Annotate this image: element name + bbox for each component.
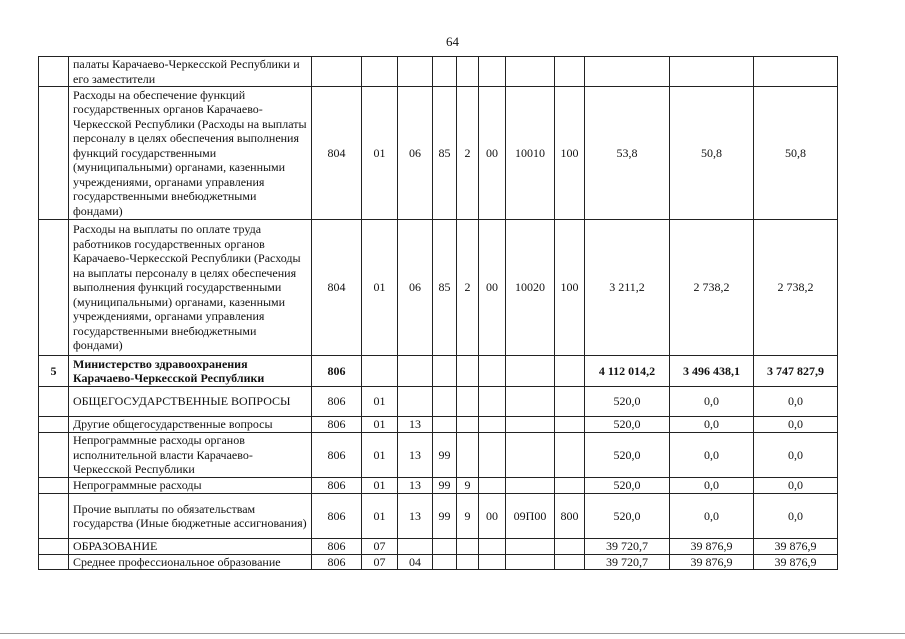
subsection-code: 13	[398, 433, 433, 478]
target-code-3	[479, 57, 506, 87]
expense-type-code: 100	[555, 220, 585, 356]
subsection-code: 04	[398, 554, 433, 570]
amount-year-3: 0,0	[754, 417, 838, 433]
row-name: Расходы на выплаты по оплате труда работников государственных органов Карачаево-Черкесской Республики (Расходы на выплаты персоналу в целях обеспечения выполнения функций государственными (муниципальными) органами, казенными учреждениями, органами управления государственными внебюджетными фондами)	[69, 220, 312, 356]
amount-year-3: 0,0	[754, 387, 838, 417]
ved-code: 806	[312, 387, 362, 417]
section-code	[362, 57, 398, 87]
table-row	[39, 554, 838, 570]
target-code-3	[479, 387, 506, 417]
amount-year-2: 0,0	[670, 387, 754, 417]
amount-year-1: 520,0	[585, 478, 670, 494]
amount-year-3: 0,0	[754, 433, 838, 478]
ved-code: 806	[312, 554, 362, 570]
expense-type-code	[555, 356, 585, 387]
target-code-1	[433, 539, 457, 555]
amount-year-2: 0,0	[670, 478, 754, 494]
row-number	[39, 220, 69, 356]
table-row	[39, 539, 838, 555]
amount-year-3: 39 876,9	[754, 539, 838, 555]
row-name: палаты Карачаево-Черкесской Республики и его заместители	[69, 57, 312, 87]
row-name: Среднее профессиональное образование	[69, 554, 312, 570]
amount-year-3: 39 876,9	[754, 554, 838, 570]
table-row	[39, 57, 838, 87]
target-code-3	[479, 356, 506, 387]
expense-type-code	[555, 433, 585, 478]
amount-year-2: 39 876,9	[670, 554, 754, 570]
target-code-3: 00	[479, 87, 506, 220]
target-code-2	[457, 57, 479, 87]
ved-code: 806	[312, 417, 362, 433]
row-name: ОБЩЕГОСУДАРСТВЕННЫЕ ВОПРОСЫ	[69, 387, 312, 417]
amount-year-2: 0,0	[670, 494, 754, 539]
target-code-2	[457, 387, 479, 417]
target-code-1: 85	[433, 87, 457, 220]
table-row	[39, 494, 838, 539]
row-name: Непрограммные расходы органов исполнительной власти Карачаево-Черкесской Республики	[69, 433, 312, 478]
row-number	[39, 417, 69, 433]
section-code: 07	[362, 554, 398, 570]
table-row	[39, 433, 838, 478]
expense-type-code: 100	[555, 87, 585, 220]
subsection-code: 13	[398, 494, 433, 539]
table-row	[39, 417, 838, 433]
target-code-4	[506, 57, 555, 87]
ved-code: 806	[312, 433, 362, 478]
subsection-code	[398, 387, 433, 417]
target-code-3: 00	[479, 494, 506, 539]
target-code-3	[479, 478, 506, 494]
section-code	[362, 356, 398, 387]
amount-year-2	[670, 57, 754, 87]
target-code-1	[433, 387, 457, 417]
row-name: ОБРАЗОВАНИЕ	[69, 539, 312, 555]
subsection-code: 06	[398, 87, 433, 220]
target-code-4: 09П00	[506, 494, 555, 539]
amount-year-1: 520,0	[585, 433, 670, 478]
target-code-3	[479, 554, 506, 570]
row-number	[39, 494, 69, 539]
expense-type-code	[555, 539, 585, 555]
ved-code: 804	[312, 220, 362, 356]
expense-type-code	[555, 57, 585, 87]
ved-code: 806	[312, 539, 362, 555]
row-number: 5	[39, 356, 69, 387]
page-number: 64	[446, 34, 459, 49]
target-code-2: 9	[457, 478, 479, 494]
table-row	[39, 387, 838, 417]
expense-type-code	[555, 554, 585, 570]
expense-type-code	[555, 417, 585, 433]
amount-year-3: 0,0	[754, 478, 838, 494]
section-code: 01	[362, 387, 398, 417]
target-code-2	[457, 433, 479, 478]
amount-year-3	[754, 57, 838, 87]
row-number	[39, 387, 69, 417]
target-code-2	[457, 539, 479, 555]
row-number	[39, 539, 69, 555]
target-code-4	[506, 539, 555, 555]
subsection-code	[398, 356, 433, 387]
amount-year-1	[585, 57, 670, 87]
table-row	[39, 87, 838, 220]
ved-code: 806	[312, 494, 362, 539]
amount-year-1: 3 211,2	[585, 220, 670, 356]
target-code-2: 2	[457, 220, 479, 356]
row-number	[39, 433, 69, 478]
target-code-4	[506, 433, 555, 478]
amount-year-3: 50,8	[754, 87, 838, 220]
row-number	[39, 554, 69, 570]
target-code-4	[506, 417, 555, 433]
amount-year-1: 520,0	[585, 387, 670, 417]
target-code-3	[479, 417, 506, 433]
row-name: Министерство здравоохранения Карачаево-Черкесской Республики	[69, 356, 312, 387]
amount-year-1: 39 720,7	[585, 539, 670, 555]
row-name: Расходы на обеспечение функций государственных органов Карачаево-Черкесской Республики (Расходы на выплаты персоналу в целях обеспечения выполнения функций государственными (муниципальными) органами, казенными учреждениями, органами управления государственными внебюджетными фондами)	[69, 87, 312, 220]
target-code-1	[433, 57, 457, 87]
page-edge-line	[0, 633, 905, 634]
section-code: 01	[362, 417, 398, 433]
target-code-1: 99	[433, 494, 457, 539]
section-code: 01	[362, 478, 398, 494]
target-code-1: 99	[433, 433, 457, 478]
amount-year-2: 50,8	[670, 87, 754, 220]
table-row	[39, 478, 838, 494]
ved-code: 804	[312, 87, 362, 220]
target-code-1	[433, 554, 457, 570]
row-number	[39, 478, 69, 494]
target-code-4: 10020	[506, 220, 555, 356]
row-number	[39, 57, 69, 87]
subsection-code	[398, 539, 433, 555]
section-code: 01	[362, 220, 398, 356]
amount-year-2: 0,0	[670, 433, 754, 478]
target-code-3	[479, 539, 506, 555]
target-code-1: 99	[433, 478, 457, 494]
section-code: 07	[362, 539, 398, 555]
target-code-4	[506, 554, 555, 570]
ved-code: 806	[312, 478, 362, 494]
amount-year-3: 2 738,2	[754, 220, 838, 356]
ved-code: 806	[312, 356, 362, 387]
table-row	[39, 356, 838, 387]
amount-year-2: 2 738,2	[670, 220, 754, 356]
target-code-4: 10010	[506, 87, 555, 220]
target-code-2: 9	[457, 494, 479, 539]
amount-year-1: 520,0	[585, 417, 670, 433]
expense-type-code	[555, 387, 585, 417]
section-code: 01	[362, 87, 398, 220]
row-name: Прочие выплаты по обязательствам государства (Иные бюджетные ассигнования)	[69, 494, 312, 539]
target-code-4	[506, 478, 555, 494]
amount-year-2: 3 496 438,1	[670, 356, 754, 387]
target-code-2	[457, 554, 479, 570]
row-number	[39, 87, 69, 220]
row-name: Другие общегосударственные вопросы	[69, 417, 312, 433]
amount-year-1: 39 720,7	[585, 554, 670, 570]
target-code-2	[457, 356, 479, 387]
target-code-2	[457, 417, 479, 433]
amount-year-3: 3 747 827,9	[754, 356, 838, 387]
subsection-code: 13	[398, 478, 433, 494]
amount-year-1: 520,0	[585, 494, 670, 539]
target-code-4	[506, 356, 555, 387]
subsection-code: 13	[398, 417, 433, 433]
amount-year-2: 39 876,9	[670, 539, 754, 555]
amount-year-2: 0,0	[670, 417, 754, 433]
target-code-1	[433, 417, 457, 433]
subsection-code	[398, 57, 433, 87]
ved-code	[312, 57, 362, 87]
target-code-3: 00	[479, 220, 506, 356]
row-name: Непрограммные расходы	[69, 478, 312, 494]
target-code-1	[433, 356, 457, 387]
target-code-2: 2	[457, 87, 479, 220]
amount-year-1: 53,8	[585, 87, 670, 220]
expense-type-code: 800	[555, 494, 585, 539]
section-code: 01	[362, 494, 398, 539]
target-code-1: 85	[433, 220, 457, 356]
subsection-code: 06	[398, 220, 433, 356]
amount-year-3: 0,0	[754, 494, 838, 539]
target-code-4	[506, 387, 555, 417]
amount-year-1: 4 112 014,2	[585, 356, 670, 387]
budget-table	[38, 56, 838, 570]
target-code-3	[479, 433, 506, 478]
section-code: 01	[362, 433, 398, 478]
expense-type-code	[555, 478, 585, 494]
table-row	[39, 220, 838, 356]
